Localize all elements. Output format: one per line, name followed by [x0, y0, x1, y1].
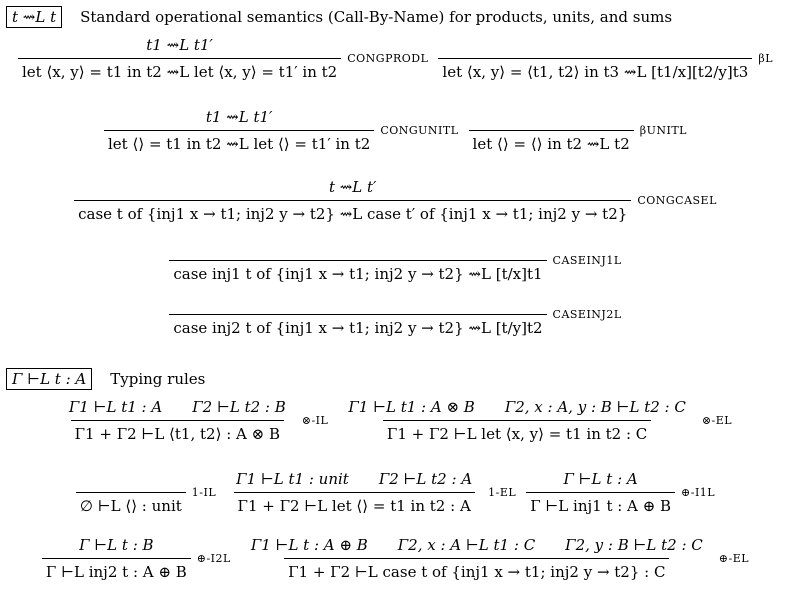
section-header-operational [6, 6, 672, 28]
inference-rule [59, 398, 328, 443]
rule-name: ⊕-I1L [681, 486, 716, 499]
rule-name: ⊕-I2L [196, 552, 231, 565]
rule-row [0, 108, 791, 153]
rule-premises [319, 178, 387, 200]
rule-fraction [338, 398, 696, 443]
rule-premises [226, 470, 482, 492]
rule-row [0, 238, 791, 283]
rule-name: βL [758, 52, 774, 65]
rule-premises [583, 36, 608, 58]
rule-premises [539, 108, 564, 130]
rule-name: ⊗-EL [701, 414, 733, 427]
rule-conclusion: Γ ⊢L inj1 t : A ⊕ B [526, 492, 675, 515]
rule-conclusion: case inj2 t of {inj1 x → t1; inj2 y → t2} ⇝L [t/y]t2 [169, 314, 546, 337]
rule-premises [136, 36, 223, 58]
rule-fraction [438, 36, 752, 81]
rule-premises [346, 292, 371, 314]
rule-conclusion: let ⟨x, y⟩ = t1 in t2 ⇝L let ⟨x, y⟩ = t1′ in t2 [18, 58, 341, 81]
premise: t1 ⇝L t1′ [146, 36, 213, 54]
inference-rule [469, 108, 687, 153]
rule-row [0, 536, 791, 581]
rule-premises [241, 536, 713, 558]
rule-row [0, 398, 791, 443]
rule-conclusion: Γ ⊢L inj2 t : A ⊕ B [42, 558, 191, 581]
premise: Γ2, x : A ⊢L t1 : C [397, 536, 536, 554]
rule-name: CASEINJ2L [552, 308, 622, 321]
rule-premises [346, 238, 371, 260]
premise: t1 ⇝L t1′ [205, 108, 273, 126]
rule-premises [118, 470, 143, 492]
rule-conclusion: Γ1 + Γ2 ⊢L ⟨t1, t2⟩ : A ⊗ B [71, 420, 284, 443]
rule-fraction [76, 470, 186, 515]
section-title: Standard operational semantics (Call-By-Name) for products, units, and sums [80, 8, 673, 26]
rule-premises [196, 108, 283, 130]
rule-name: 1-IL [191, 486, 217, 499]
rule-premises [338, 398, 696, 420]
inference-rule [226, 470, 516, 515]
judgment-box: Γ ⊢L t : A [6, 368, 92, 390]
premise: t ⇝L t′ [328, 178, 377, 196]
inference-rule [526, 470, 715, 515]
rule-premises [553, 470, 647, 492]
section-header-typing [6, 368, 205, 390]
premise: Γ ⊢L t : B [79, 536, 154, 554]
rule-name: CONGPRODL [347, 52, 429, 65]
rule-conclusion: ∅ ⊢L ⟨⟩ : unit [76, 492, 186, 515]
rule-fraction [169, 238, 546, 283]
rule-conclusion: Γ1 + Γ2 ⊢L let ⟨⟩ = t1 in t2 : A [234, 492, 475, 515]
rule-row [0, 470, 791, 515]
rule-fraction [241, 536, 713, 581]
rule-fraction [104, 108, 374, 153]
rule-name: ⊗-IL [301, 414, 329, 427]
inference-rule [104, 108, 459, 153]
rule-name: 1-EL [488, 486, 517, 499]
rule-fraction [226, 470, 482, 515]
rule-name: CONGCASEL [637, 194, 717, 207]
inference-rule [169, 238, 621, 283]
premise: Γ1 ⊢L t1 : unit [236, 470, 349, 488]
premise: Γ1 ⊢L t : A ⊕ B [250, 536, 368, 554]
inference-rule [338, 398, 732, 443]
rule-premises [59, 398, 296, 420]
rule-row [0, 292, 791, 337]
judgment-box: t ⇝L t [6, 6, 62, 28]
rule-fraction [74, 178, 631, 223]
inference-rule [241, 536, 749, 581]
rule-fraction [169, 292, 546, 337]
inference-rule [42, 536, 231, 581]
rule-fraction [469, 108, 634, 153]
inference-rule [76, 470, 216, 515]
rule-row [0, 36, 791, 81]
rule-fraction [18, 36, 341, 81]
rule-conclusion: let ⟨⟩ = t1 in t2 ⇝L let ⟨⟩ = t1′ in t2 [104, 130, 374, 153]
inference-rule [438, 36, 773, 81]
rule-conclusion: Γ1 + Γ2 ⊢L case t of {inj1 x → t1; inj2 y → t2} : C [284, 558, 669, 581]
premise: Γ ⊢L t : A [563, 470, 638, 488]
rule-fraction [59, 398, 296, 443]
rule-conclusion: Γ1 + Γ2 ⊢L let ⟨x, y⟩ = t1 in t2 : C [383, 420, 651, 443]
rule-fraction [526, 470, 675, 515]
inference-rule [74, 178, 717, 223]
rule-conclusion: case inj1 t of {inj1 x → t1; inj2 y → t2} ⇝L [t/x]t1 [169, 260, 546, 283]
premise: Γ2, x : A, y : B ⊢L t2 : C [504, 398, 686, 416]
premise: Γ2 ⊢L t2 : B [192, 398, 286, 416]
premise: Γ1 ⊢L t1 : A [68, 398, 163, 416]
premise: Γ1 ⊢L t1 : A ⊗ B [348, 398, 475, 416]
rule-premises [69, 536, 163, 558]
rule-fraction [42, 536, 191, 581]
rule-conclusion: let ⟨x, y⟩ = ⟨t1, t2⟩ in t3 ⇝L [t1/x][t2/y]t3 [438, 58, 752, 81]
rule-name: CASEINJ1L [552, 254, 622, 267]
inference-rule [169, 292, 621, 337]
rule-conclusion: let ⟨⟩ = ⟨⟩ in t2 ⇝L t2 [469, 130, 634, 153]
inference-rule [18, 36, 428, 81]
rule-conclusion: case t of {inj1 x → t1; inj2 y → t2} ⇝L case t′ of {inj1 x → t1; inj2 y → t2} [74, 200, 631, 223]
premise: Γ2, y : B ⊢L t2 : C [565, 536, 703, 554]
rule-name: ⊕-EL [718, 552, 750, 565]
premise: Γ2 ⊢L t2 : A [378, 470, 473, 488]
rule-name: CONGUNITL [380, 124, 459, 137]
rule-name: βUNITL [639, 124, 687, 137]
section-title: Typing rules [110, 370, 206, 388]
rule-row [0, 178, 791, 223]
